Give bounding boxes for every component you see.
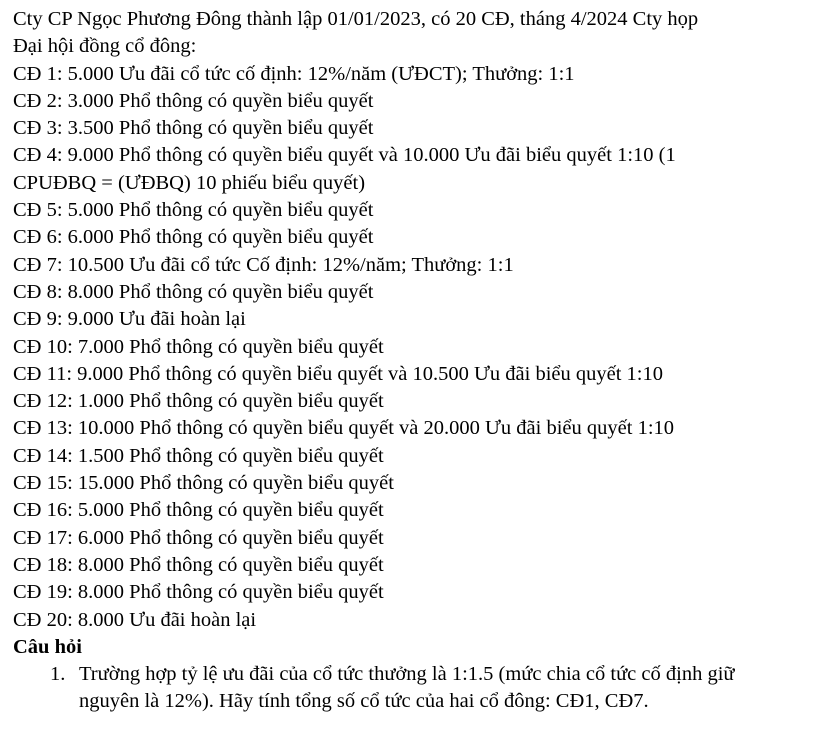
- question-item: [50, 661, 823, 716]
- shareholder-line: CĐ 3: 3.500 Phổ thông có quyền biểu quyết: [13, 117, 374, 140]
- question-number: 1.: [50, 663, 66, 686]
- shareholder-line: CĐ 6: 6.000 Phổ thông có quyền biểu quyết: [13, 226, 374, 249]
- shareholder-line: CĐ 5: 5.000 Phổ thông có quyền biểu quyết: [13, 199, 374, 222]
- shareholder-line: CĐ 2: 3.000 Phổ thông có quyền biểu quyết: [13, 89, 374, 112]
- shareholder-line: CĐ 4: 9.000 Phổ thông có quyền biểu quyết và 10.000 Ưu đãi biểu quyết 1:10 (1: [13, 144, 676, 167]
- intro-line-1: Cty CP Ngọc Phương Đông thành lập 01/01/2023, có 20 CĐ, tháng 4/2024 Cty họp: [13, 8, 699, 30]
- questions-heading: Câu hỏi: [13, 635, 82, 658]
- shareholder-list: [13, 61, 823, 634]
- intro-line-2: Đại hội đồng cổ đông:: [13, 35, 197, 58]
- shareholder-line: CĐ 13: 10.000 Phổ thông có quyền biểu quyết và 20.000 Ưu đãi biểu quyết 1:10: [13, 417, 675, 440]
- question-text: Trường hợp tỷ lệ ưu đãi của cổ tức thưởng là 1:1.5 (mức chia cổ tức cố định giữ nguyên là 12%). Hãy tính tổng số cổ tức của hai cổ đông: CĐ1, CĐ7.: [79, 663, 735, 713]
- shareholder-line: CĐ 10: 7.000 Phổ thông có quyền biểu quyết: [13, 335, 384, 358]
- shareholder-line: CĐ 15: 15.000 Phổ thông có quyền biểu quyết: [13, 472, 394, 495]
- shareholder-line: CĐ 11: 9.000 Phổ thông có quyền biểu quyết và 10.500 Ưu đãi biểu quyết 1:10: [13, 362, 664, 385]
- shareholder-line: CĐ 19: 8.000 Phổ thông có quyền biểu quyết: [13, 581, 384, 604]
- document-body: [13, 6, 823, 716]
- shareholder-line: CĐ 1: 5.000 Ưu đãi cổ tức cố định: 12%/năm (ƯĐCT); Thưởng: 1:1: [13, 62, 575, 85]
- shareholder-line: CĐ 9: 9.000 Ưu đãi hoàn lại: [13, 308, 246, 331]
- shareholder-line: CĐ 17: 6.000 Phổ thông có quyền biểu quyết: [13, 526, 384, 549]
- shareholder-line: CĐ 20: 8.000 Ưu đãi hoàn lại: [13, 608, 257, 631]
- shareholder-line: CĐ 12: 1.000 Phổ thông có quyền biểu quyết: [13, 390, 384, 413]
- shareholder-line: CĐ 7: 10.500 Ưu đãi cổ tức Cố định: 12%/năm; Thưởng: 1:1: [13, 253, 514, 276]
- shareholder-line: CPUĐBQ = (ƯĐBQ) 10 phiếu biểu quyết): [13, 171, 366, 194]
- question-list: [13, 661, 823, 716]
- shareholder-line: CĐ 14: 1.500 Phổ thông có quyền biểu quyết: [13, 444, 384, 467]
- shareholder-line: CĐ 18: 8.000 Phổ thông có quyền biểu quyết: [13, 553, 384, 576]
- shareholder-line: CĐ 16: 5.000 Phổ thông có quyền biểu quyết: [13, 499, 384, 522]
- shareholder-line: CĐ 8: 8.000 Phổ thông có quyền biểu quyết: [13, 280, 374, 303]
